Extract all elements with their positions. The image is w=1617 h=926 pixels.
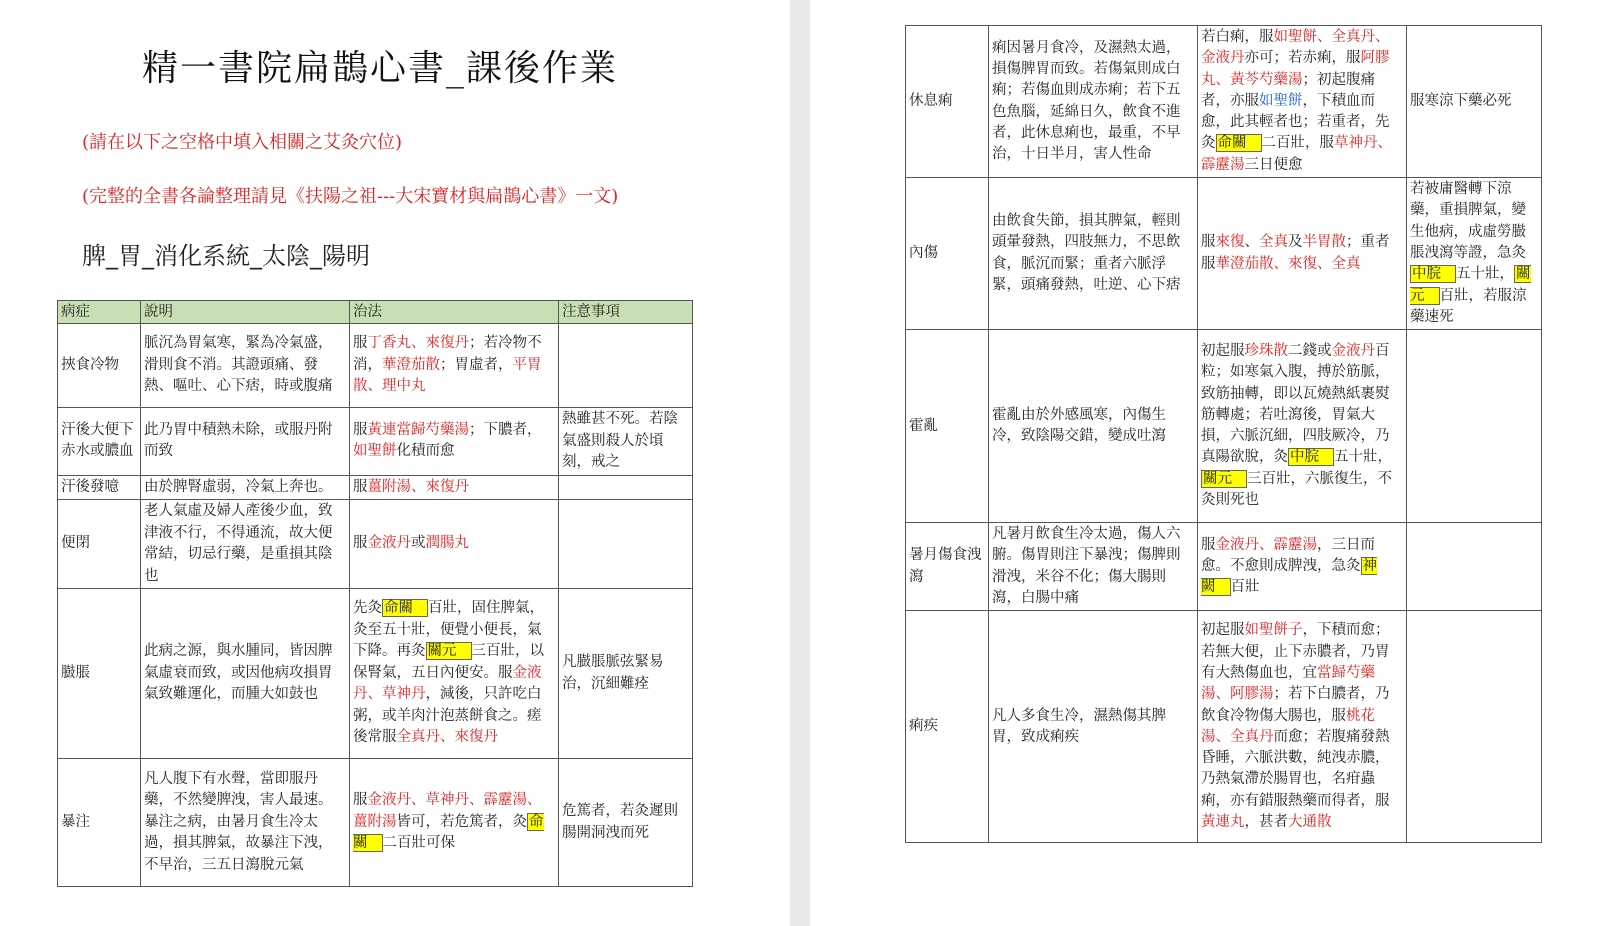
remedy-name: 金液丹 — [1331, 342, 1375, 359]
remedy-name: 如聖餅 — [1259, 92, 1303, 109]
table-header-row — [58, 301, 693, 324]
table-row — [906, 330, 1542, 523]
remedy-name: 金液丹、草神丹、霹靂湯、薑附湯 — [353, 792, 542, 830]
disease-cell: 暴注 — [58, 759, 141, 887]
header-notes: 注意事項 — [559, 301, 693, 324]
header-description: 說明 — [141, 301, 350, 324]
treatment-text: 服 — [353, 792, 368, 809]
treatment-cell — [1198, 330, 1407, 523]
remedy-name: 潤腸丸 — [425, 535, 469, 552]
remedy-name: 華澄茄散 — [382, 356, 440, 373]
notes-cell — [559, 500, 693, 589]
disease-cell: 霍亂 — [906, 330, 989, 523]
treatment-cell — [350, 589, 559, 759]
notes-cell: 熱雖甚不死。若陰氣盛則殺人於頃刻，戒之 — [559, 408, 693, 476]
acupoint-highlight: 命關 — [1216, 134, 1262, 152]
treatment-text: 百粒；如寒氣入腹，搏於筋脈，致筋抽轉，即以瓦燒熱紙裹熨筋轉處；若吐瀉後，胃氣大損，六脈沉細，四肢厥冷，乃真陽欲脫，灸 — [1201, 342, 1390, 466]
table-row — [906, 178, 1542, 330]
remedy-name: 半胃散 — [1302, 234, 1346, 251]
treatment-text: 皆可，若危篤者，灸 — [396, 813, 527, 830]
header-treatment: 治法 — [350, 301, 559, 324]
treatment-text: 五十壯， — [1334, 449, 1392, 466]
description-cell: 凡人多食生冷，濕熱傷其脾胃，致成痢疾 — [989, 611, 1198, 843]
treatment-text: ，減後，只許吃白粥，或羊肉汁泡蒸餅食之。瘥後常服 — [353, 686, 542, 746]
remedy-name: 大通散 — [1288, 814, 1332, 831]
disease-cell: 休息痢 — [906, 26, 989, 178]
treatment-cell — [1198, 523, 1407, 611]
disease-cell: 汗後發噫 — [58, 475, 141, 500]
treatment-text: 及 — [1288, 234, 1303, 251]
treatment-text: 服 — [1201, 536, 1216, 553]
disease-cell: 臌脹 — [58, 589, 141, 759]
description-cell: 痢因暑月食冷，及濕熱太過，損傷脾胃而致。若傷氣則成白痢；若傷血則成赤痢；若下五色魚腦，延綿日久，飲食不進者，此休息痢也，最重，不早治，十日半月，害人性命 — [989, 26, 1198, 178]
treatment-text: ；若下白膿者，乃飲食冷物傷大腸也，服 — [1201, 686, 1390, 724]
remedy-name: 丁香丸、來復丹 — [367, 335, 469, 352]
left-page — [0, 0, 790, 926]
treatment-text: 服 — [353, 421, 368, 438]
remedy-name: 珍珠散 — [1244, 342, 1288, 359]
treatment-text: ，下積而愈；若無大便，止下赤膿者，乃胃有大熱傷血也，宜 — [1201, 622, 1390, 681]
treatment-cell — [1198, 26, 1407, 178]
remedy-name: 金液丹、霹靂湯 — [1215, 536, 1317, 553]
remedy-name: 來復 — [1215, 234, 1245, 251]
acupoint-highlight: 中脘 — [1410, 265, 1456, 283]
description-cell: 此病之源，與水腫同，皆因脾氣虛衰而致，或因他病攻損胃氣致難運化，而腫大如鼓也 — [141, 589, 350, 759]
table-row — [58, 475, 693, 500]
table-row — [58, 408, 693, 476]
remedy-name: 金液丹 — [367, 535, 411, 552]
remedy-name: 桃花湯、全真丹 — [1201, 707, 1375, 745]
description-cell: 此乃胃中積熱未除，或服丹附而致 — [141, 408, 350, 476]
treatment-cell — [350, 324, 559, 408]
description-cell: 霍亂由於外感風寒，內傷生冷，致陰陽交錯，變成吐瀉 — [989, 330, 1198, 523]
treatment-text: 化積而愈 — [396, 443, 455, 460]
treatment-text: 而愈；若腹痛發熱昏睡，六脈洪數，純洩赤膿，乃熱氣滯於腸胃也，名疳蟲痢，亦有錯服熱藥而得者，服 — [1201, 728, 1390, 809]
acupoint-highlight: 關元 — [1201, 470, 1247, 488]
treatment-text: 三日便愈 — [1244, 156, 1303, 173]
treatment-text: 初起服 — [1201, 342, 1245, 359]
disease-cell: 暑月傷食洩瀉 — [906, 523, 989, 611]
remedy-name: 如聖餅子 — [1244, 622, 1303, 639]
treatment-text: 二百壯，服 — [1261, 135, 1334, 152]
treatment-text: 二錢或 — [1288, 342, 1332, 359]
table-row — [58, 589, 693, 759]
remedy-name: 黃連當歸芍藥湯 — [367, 421, 469, 438]
treatment-text: 服 — [353, 478, 368, 495]
treatment-text: 百壯，固住脾氣，灸至五十壯，便覺小便長，氣下降。再灸 — [353, 600, 544, 660]
treatment-text: 服 — [353, 535, 368, 552]
table-row — [906, 523, 1542, 611]
acupoint-highlight: 中脘 — [1288, 448, 1334, 466]
notes-cell: 危篤者，若灸遲則腸開洞洩而死 — [559, 759, 693, 887]
notes-cell — [559, 475, 693, 500]
description-cell: 由飲食失節，損其脾氣，輕則頭暈發熱，四肢無力，不思飲食，脈沉而緊；重者六脈浮緊，頭痛發熱，吐逆、心下痞 — [989, 178, 1198, 330]
remedy-name: 全真 — [1259, 234, 1288, 251]
treatment-text: 服寒涼下藥必死 — [1410, 92, 1512, 109]
header-disease: 病症 — [58, 301, 141, 324]
treatment-cell — [1198, 611, 1407, 843]
treatment-text: 百壯 — [1230, 579, 1260, 596]
notes-cell — [559, 324, 693, 408]
document-title: 精一書院扁鵲心書_課後作業 — [141, 48, 618, 89]
notes-cell — [1407, 611, 1542, 843]
table-row — [906, 26, 1542, 178]
treatment-text: 三百壯，以保腎氣，五日內便安。服 — [353, 643, 544, 681]
instruction-note: (請在以下之空格中填入相關之艾灸穴位) — [82, 132, 403, 153]
treatment-text: ；若冷物不消， — [353, 335, 542, 373]
treatment-text: 百壯，若服涼藥速死 — [1410, 287, 1527, 325]
treatment-text: 服 — [353, 335, 368, 352]
table-row — [58, 324, 693, 408]
notes-cell — [1407, 178, 1542, 330]
treatment-text: ；重者服 — [1201, 234, 1390, 272]
treatment-text: 或 — [411, 535, 426, 552]
notes-cell — [1407, 523, 1542, 611]
acupoint-highlight: 關元 — [1410, 266, 1531, 304]
section-heading: 脾_胃_消化系統_太陰_陽明 — [82, 242, 370, 270]
remedy-name: 全真丹、來復丹 — [396, 729, 498, 746]
treatment-text: 亦可；若赤痢，服 — [1244, 50, 1361, 67]
notes-cell — [1407, 26, 1542, 178]
right-page — [810, 0, 1617, 926]
table-row — [906, 611, 1542, 843]
disease-cell: 內傷 — [906, 178, 989, 330]
description-cell: 凡暑月飲食生冷太過，傷人六腑。傷胃則注下暴洩；傷脾則滑洩，米谷不化；傷大腸則瀉，白腸中痛 — [989, 523, 1198, 611]
treatment-table-left — [57, 300, 693, 887]
description-cell: 老人氣虛及婦人產後少血，致津液不行，不得通流，故大便常結，切忌行藥，是重損其陰也 — [141, 500, 350, 589]
description-cell: 凡人腹下有水聲，當即服丹藥，不然變脾洩，害人最速。暴注之病，由暑月食生冷太過，損其脾氣，故暴注下洩，不早治，三五日瀉脫元氣 — [141, 759, 350, 887]
treatment-text: ，下積血而愈，此其輕者也；若重者，先灸 — [1201, 92, 1390, 152]
disease-cell: 汗後大便下赤水或膿血 — [58, 408, 141, 476]
disease-cell: 便閉 — [58, 500, 141, 589]
treatment-text: ；胃虛者， — [440, 356, 513, 373]
treatment-text: 若白痢，服 — [1201, 29, 1274, 45]
disease-cell: 痢疾 — [906, 611, 989, 843]
remedy-name: 如聖餅、全真丹、金液丹 — [1201, 29, 1390, 67]
remedy-name: 黃連丸 — [1201, 814, 1245, 831]
treatment-text: ，甚者 — [1244, 814, 1288, 831]
remedy-name: 華澄茄散、來復、全真 — [1215, 255, 1361, 272]
treatment-text: ，三日而愈。不愈則成脾洩，急灸 — [1201, 536, 1375, 575]
treatment-text: 服 — [1201, 234, 1216, 251]
description-cell: 脈沉為胃氣寒，緊為冷氣盛，滑則食不消。其證頭痛、發熱、嘔吐、心下痞，時或腹痛 — [141, 324, 350, 408]
remedy-name: 金液丹、草神丹 — [353, 664, 542, 703]
treatment-cell — [350, 475, 559, 500]
remedy-name: 平胃散、理中丸 — [353, 356, 542, 395]
treatment-text: 二百壯可保 — [382, 835, 455, 852]
table-row — [58, 500, 693, 589]
treatment-text: 若被庸醫轉下涼藥，重損脾氣，變生他病，成虛勞臌脹洩瀉等證，急灸 — [1410, 181, 1526, 261]
treatment-cell — [1198, 178, 1407, 330]
treatment-text: 先灸 — [353, 600, 382, 617]
treatment-cell — [350, 500, 559, 589]
table-row — [58, 759, 693, 887]
treatment-text: 三百壯，六脈復生，不灸則死也 — [1201, 470, 1392, 509]
acupoint-highlight: 命關 — [353, 813, 544, 852]
remedy-name: 薑附湯、來復丹 — [367, 478, 469, 495]
notes-cell — [1407, 330, 1542, 523]
treatment-text: 五十壯， — [1456, 266, 1514, 283]
acupoint-highlight: 關元 — [426, 642, 472, 660]
acupoint-highlight: 命關 — [382, 599, 428, 617]
treatment-table-right — [905, 25, 1542, 843]
remedy-name: 草神丹、霹靂湯 — [1201, 135, 1392, 173]
acupoint-highlight: 神闕 — [1201, 558, 1377, 596]
remedy-name: 當歸芍藥湯、阿膠湯 — [1201, 664, 1375, 703]
description-cell: 由於脾腎虛弱，冷氣上奔也。 — [141, 475, 350, 500]
treatment-text: ；初起腹痛者，亦服 — [1201, 71, 1375, 109]
reference-note: (完整的全書各論整理請見《扶陽之祖---大宋寶材與扁鵲心書》一文) — [82, 186, 619, 207]
remedy-name: 阿膠丸、黃芩芍藥湯 — [1201, 50, 1390, 88]
notes-cell: 凡臌脹脈弦緊易治，沉細難痊 — [559, 589, 693, 759]
treatment-text: ；下膿者， — [469, 421, 542, 438]
disease-cell: 挾食冷物 — [58, 324, 141, 408]
treatment-text: 初起服 — [1201, 622, 1245, 639]
treatment-cell — [350, 408, 559, 476]
treatment-cell — [350, 759, 559, 887]
remedy-name: 如聖餅 — [353, 443, 397, 460]
treatment-text: 、 — [1244, 234, 1259, 251]
